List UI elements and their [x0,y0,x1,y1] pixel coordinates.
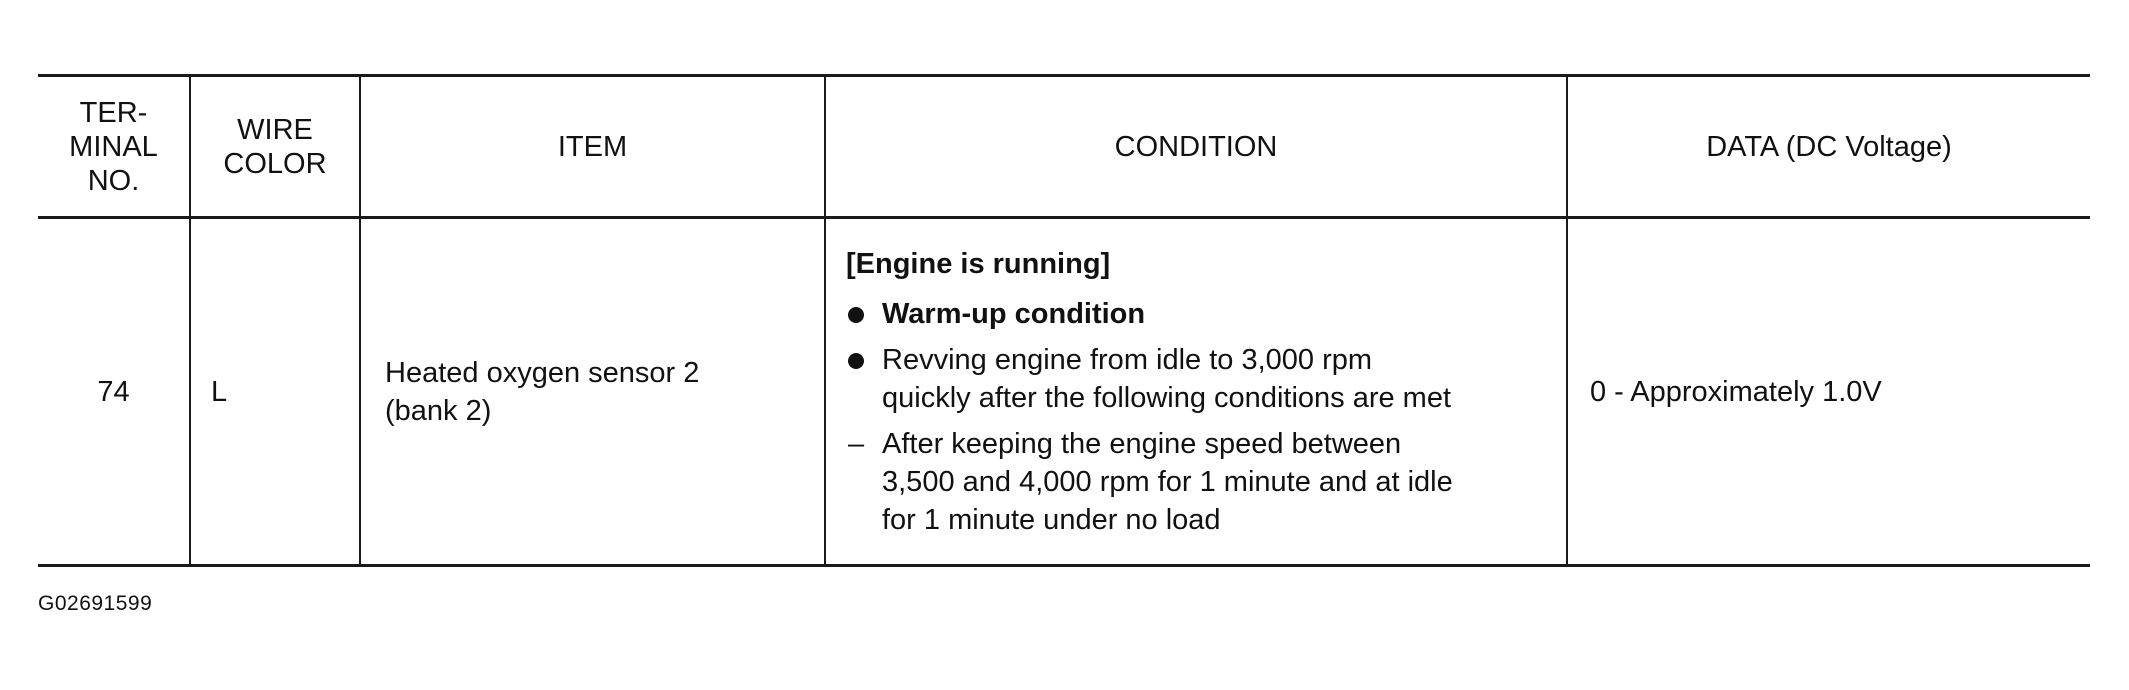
item-line-1: Heated oxygen sensor 2 [385,356,700,389]
dash-icon: – [848,427,865,460]
header-wire-color [190,76,360,218]
wire-color-cell: L [190,218,360,566]
condition-item-revving [846,341,1560,417]
condition-item-line: Revving engine from idle to 3,000 rpm [882,343,1373,376]
condition-item-keeping-speed [846,425,1560,539]
condition-heading: [Engine is running] [846,247,1111,280]
header-wire-line-2: COLOR [223,147,327,180]
bullet-icon [848,341,874,379]
header-terminal-line-1: TER- [79,96,148,129]
figure-id: G02691599 [38,592,153,615]
condition-item-warmup [846,295,1560,333]
condition-item-line: Warm-up condition [882,297,1146,330]
header-data: DATA (DC Voltage) [1567,76,2090,218]
header-item: ITEM [360,76,825,218]
bullet-icon [848,295,874,333]
data-cell: 0 - Approximately 1.0V [1567,218,2090,566]
header-row [38,76,2090,218]
header-terminal-line-2: MINAL [69,130,158,163]
header-terminal-no [38,76,190,218]
header-terminal-line-3: NO. [87,164,140,197]
header-condition: CONDITION [825,76,1567,218]
condition-list [846,295,1560,539]
condition-cell [825,218,1567,566]
terminal-data-table [38,74,2090,567]
terminal-no-cell: 74 [38,218,190,566]
table-row [38,218,2090,566]
item-line-2: (bank 2) [385,394,492,427]
item-cell [360,218,825,566]
condition-item-line: quickly after the following conditions are met [882,381,1452,414]
header-wire-line-1: WIRE [237,113,313,146]
condition-item-line: 3,500 and 4,000 rpm for 1 minute and at idle [882,465,1453,498]
condition-item-line: for 1 minute under no load [882,503,1221,536]
condition-item-line: After keeping the engine speed between [882,427,1402,460]
